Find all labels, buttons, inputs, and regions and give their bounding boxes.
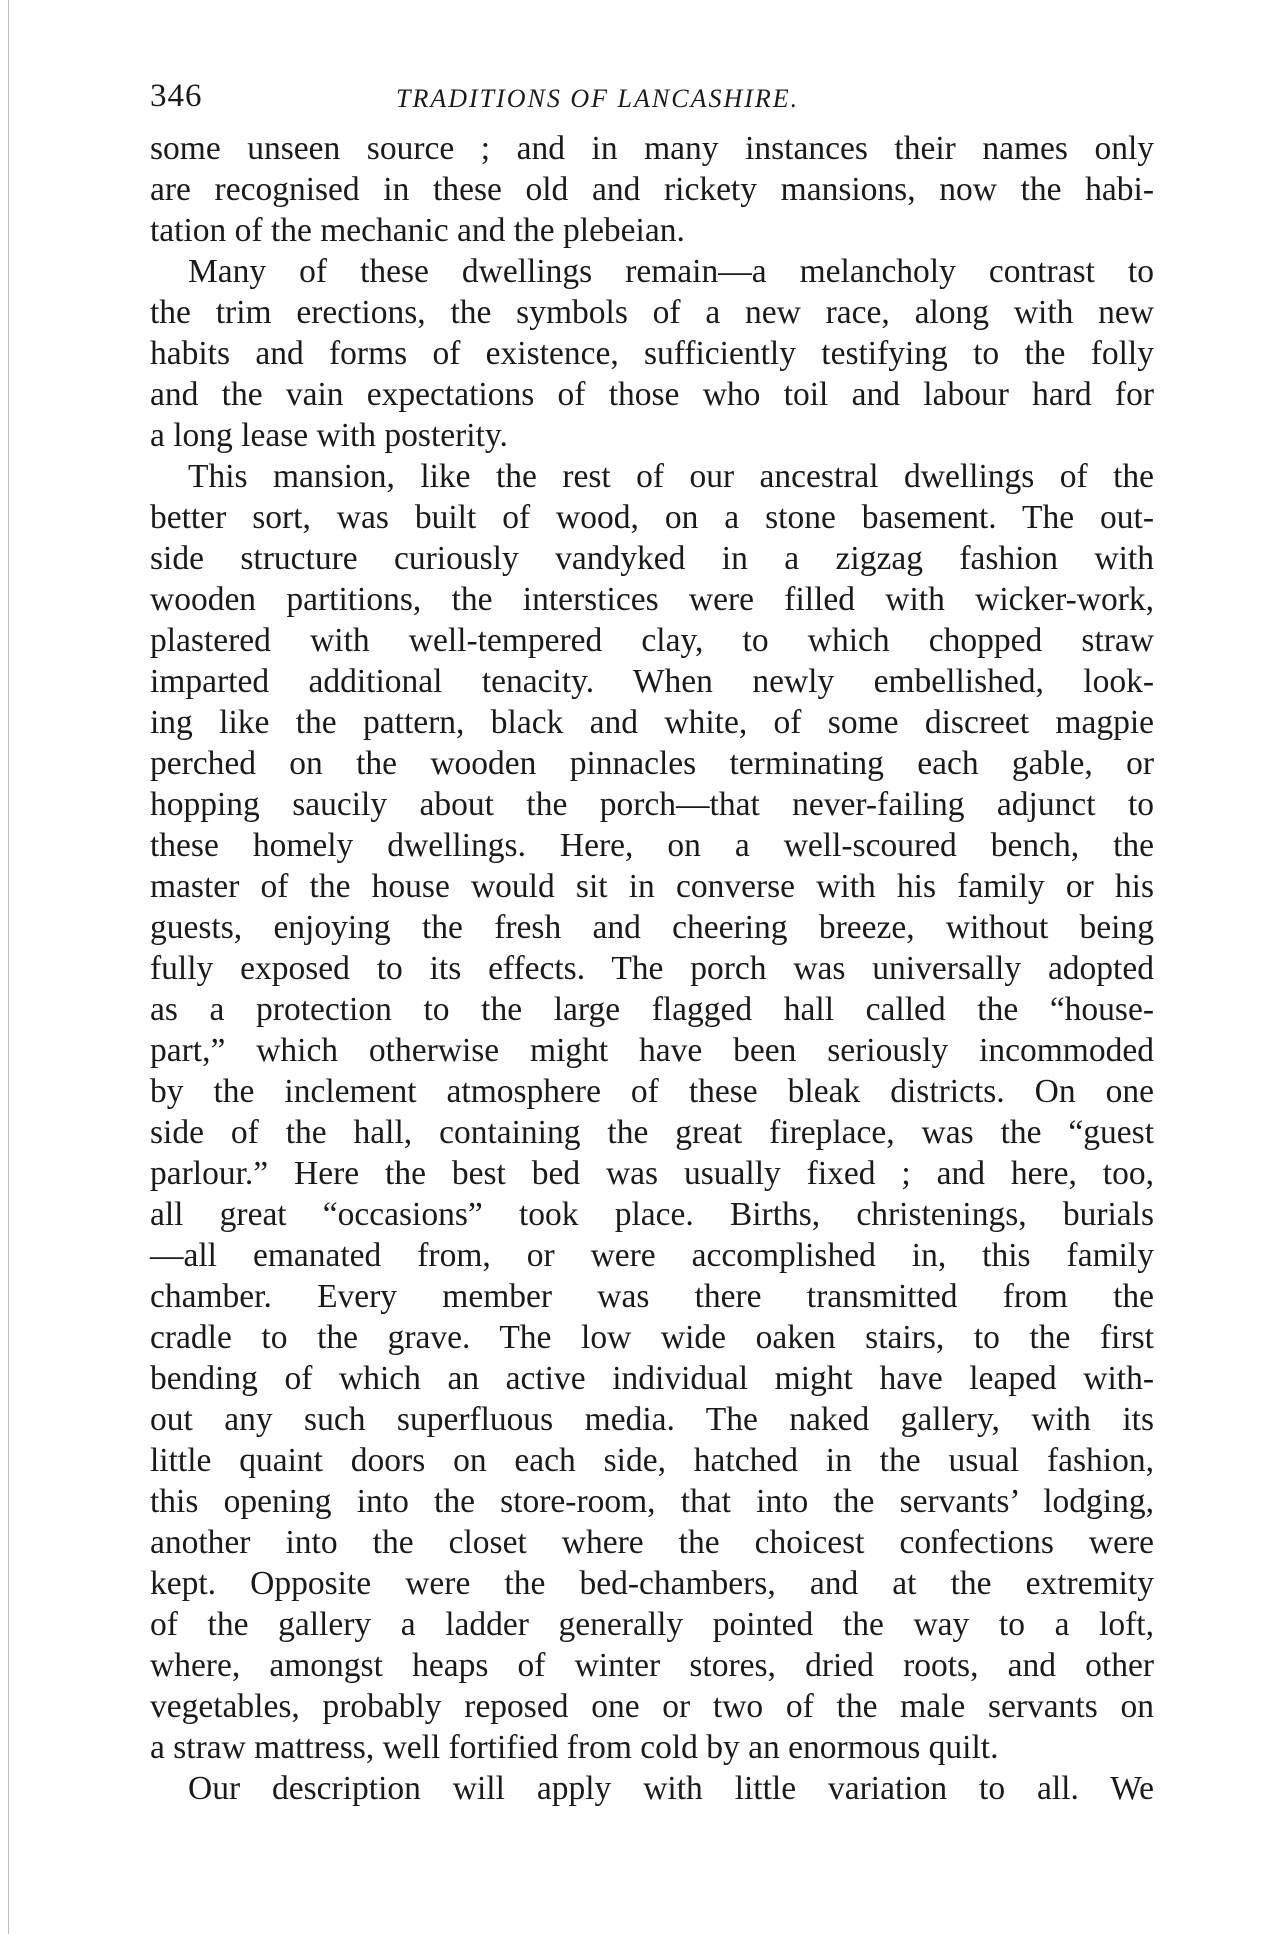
text-line: guests, enjoying the fresh and cheering breeze, without being [150, 909, 1154, 946]
text-line: as a protection to the large flagged hall called the “house- [150, 991, 1154, 1028]
text-line: parlour.” Here the best bed was usually fixed ; and here, too, [150, 1155, 1154, 1192]
text-line: vegetables, probably reposed one or two of the male servants on [150, 1688, 1154, 1725]
text-line: —all emanated from, or were accomplished in, this family [150, 1237, 1154, 1274]
page-number: 346 [150, 78, 203, 114]
text-line: hopping saucily about the porch—that never-failing adjunct to [150, 786, 1154, 823]
text-line: fully exposed to its effects. The porch was universally adopted [150, 950, 1154, 987]
text-line: Many of these dwellings remain—a melancholy contrast to [188, 253, 1154, 290]
text-line: master of the house would sit in converse with his family or his [150, 868, 1154, 905]
text-line: are recognised in these old and rickety mansions, now the habi- [150, 171, 1154, 208]
text-line: where, amongst heaps of winter stores, dried roots, and other [150, 1647, 1154, 1684]
text-line: all great “occasions” took place. Births, christenings, burials [150, 1196, 1154, 1233]
text-line: kept. Opposite were the bed-chambers, and at the extremity [150, 1565, 1154, 1602]
text-line: these homely dwellings. Here, on a well-scoured bench, the [150, 827, 1154, 864]
text-line: better sort, was built of wood, on a stone basement. The out- [150, 499, 1154, 536]
text-line: little quaint doors on each side, hatched in the usual fashion, [150, 1442, 1154, 1479]
text-line: another into the closet where the choicest confections were [150, 1524, 1154, 1561]
text-line: ing like the pattern, black and white, of some discreet magpie [150, 704, 1154, 741]
text-line: by the inclement atmosphere of these bleak districts. On one [150, 1073, 1154, 1110]
running-title: TRADITIONS OF LANCASHIRE. [396, 84, 800, 113]
text-line: some unseen source ; and in many instances their names only [150, 130, 1154, 167]
text-line: side structure curiously vandyked in a zigzag fashion with [150, 540, 1154, 577]
text-line: wooden partitions, the interstices were filled with wicker-work, [150, 581, 1154, 618]
text-line: part,” which otherwise might have been seriously incommoded [150, 1032, 1154, 1069]
text-line: chamber. Every member was there transmitted from the [150, 1278, 1154, 1315]
text-line: of the gallery a ladder generally pointed the way to a loft, [150, 1606, 1154, 1643]
page-header [150, 70, 1150, 120]
text-line: and the vain expectations of those who toil and labour hard for [150, 376, 1154, 413]
text-line: out any such superfluous media. The naked gallery, with its [150, 1401, 1154, 1438]
body-text [150, 128, 1154, 1809]
text-line: cradle to the grave. The low wide oaken stairs, to the first [150, 1319, 1154, 1356]
text-line: a straw mattress, well fortified from cold by an enormous quilt. [150, 1729, 999, 1766]
text-line: a long lease with posterity. [150, 417, 508, 454]
text-line: plastered with well-tempered clay, to which chopped straw [150, 622, 1154, 659]
text-line: Our description will apply with little variation to all. We [188, 1770, 1154, 1807]
text-line: habits and forms of existence, sufficiently testifying to the folly [150, 335, 1154, 372]
text-line: bending of which an active individual might have leaped with- [150, 1360, 1154, 1397]
text-line: this opening into the store-room, that into the servants’ lodging, [150, 1483, 1154, 1520]
text-line: This mansion, like the rest of our ancestral dwellings of the [188, 458, 1154, 495]
text-line: perched on the wooden pinnacles terminating each gable, or [150, 745, 1154, 782]
binding-gutter-line [8, 0, 9, 1934]
text-line: the trim erections, the symbols of a new race, along with new [150, 294, 1154, 331]
text-line: tation of the mechanic and the plebeian. [150, 212, 685, 249]
text-line: imparted additional tenacity. When newly embellished, look- [150, 663, 1154, 700]
text-line: side of the hall, containing the great fireplace, was the “guest [150, 1114, 1154, 1151]
